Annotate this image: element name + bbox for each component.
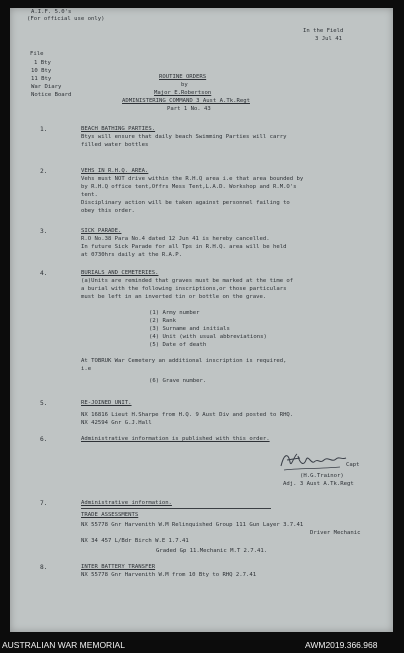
burial-extra-1: At TOBRUK War Cemetery an additional inscription is required, (81, 358, 287, 364)
item-3-number: 3. (40, 228, 48, 235)
item-4-number: 4. (40, 270, 48, 277)
title-part: Part 1 No. 43 (167, 106, 211, 112)
admin-line-4: Graded Gp 11.Mechanic M.T 2.7.41. (156, 548, 268, 554)
item-1-number: 1. (40, 126, 48, 133)
dist-3: 10 Bty (31, 68, 52, 74)
burial-list-5: (5) Date of death (149, 342, 207, 348)
burial-list-3: (3) Surname and initials (149, 326, 230, 332)
admin-subheading: TRADE ASSESSMENTS (81, 512, 139, 518)
admin-line-3: NX 34 457 L/Bdr Birch W.E 1.7.41 (81, 538, 189, 544)
item-3-line-1: R.O No.38 Para No.4 dated 12 Jun 41 is hereby cancelled. (81, 236, 270, 242)
item-4-heading: BURIALS AND CEMETERIES. (81, 270, 159, 276)
item-7-number: 7. (40, 500, 48, 507)
item-4-line-2: a burial with the following inscriptions,or those particulars (81, 286, 287, 292)
item-1-heading: BEACH BATHING PARTIES. (81, 126, 156, 132)
burial-extra-2: i.e (81, 366, 92, 372)
dist-2: 1 Bty (34, 60, 51, 66)
item-2-line-2: by R.H.Q office tent,Offrs Mess Tent,L.A.D. Workshop and R.M.O's (81, 184, 297, 190)
burial-extra-3: (6) Grave number. (149, 378, 207, 384)
admin-line-1: NX 55778 Gnr Harvenith W.M Relinquished Group 111 Gun Layer 3.7.41 (81, 522, 304, 528)
signature-appointment: Adj. 3 Aust A.Tk.Regt (283, 481, 354, 487)
footer-bar (0, 636, 404, 653)
item-5-heading: RE-JOINED UNIT. (81, 400, 132, 406)
item-2-heading: VEHS IN R.H.Q. AREA. (81, 168, 149, 174)
header-right-2: 3 Jul 41 (315, 36, 342, 42)
signature-scrawl (278, 446, 350, 474)
document-page (10, 8, 393, 632)
item-4-line-3: must be left in an inverted tin or bottle on the grave. (81, 294, 267, 300)
item-7-rule (81, 508, 271, 509)
footer-accession: AWM2019.366.968 (305, 640, 378, 650)
header-left-1: A.I.F. 5.0's (31, 9, 72, 15)
item-2-number: 2. (40, 168, 48, 175)
signature-name: (H.G.Trainor) (300, 473, 344, 479)
dist-4: 11 Bty (31, 76, 52, 82)
title-routine-orders: ROUTINE ORDERS (159, 74, 207, 80)
item-3-line-2: In future Sick Parade for all Tps in R.H.Q. area will be held (81, 244, 287, 250)
item-2-line-3: tent. (81, 192, 98, 198)
title-officer: Major E.Robertson (154, 90, 212, 96)
item-6-line-1: Administrative information is published with this order. (81, 436, 270, 442)
title-by: by (181, 82, 188, 88)
item-2-line-4: Disciplinary action will be taken against personnel failing to (81, 200, 290, 206)
dist-1: File (30, 51, 44, 57)
burial-list-4: (4) Unit (with usual abbreviations) (149, 334, 267, 340)
item-3-line-3: at 0730hrs daily at the R.A.P. (81, 252, 183, 258)
item-5-number: 5. (40, 400, 48, 407)
item-8-number: 8. (40, 564, 48, 571)
item-8-line-1: NX 55778 Gnr Harvenith W.M from 10 Bty to RHQ 2.7.41 (81, 572, 257, 578)
dist-5: War Diary (31, 84, 62, 90)
footer-credit: AUSTRALIAN WAR MEMORIAL (2, 640, 125, 650)
item-1-line-1: Btys will ensure that daily beach Swimming Parties will carry (81, 134, 287, 140)
item-8-heading: INTER BATTERY TRANSFER (81, 564, 156, 570)
dist-6: Notice Board (31, 92, 72, 98)
item-4-line-1: (a)Units are reminded that graves must be marked at the time of (81, 278, 294, 284)
item-5-line-2: NX 42594 Gnr G.J.Hall (81, 420, 152, 426)
item-2-line-5: obey this order. (81, 208, 135, 214)
header-right-1: In the Field (303, 28, 344, 34)
item-2-line-1: Vehs must NOT drive within the R.H.Q area i.e that area bounded by (81, 176, 304, 182)
burial-list-2: (2) Rank (149, 318, 176, 324)
item-6-number: 6. (40, 436, 48, 443)
title-command: ADMINISTERING COMMAND 3 Aust A.Tk.Regt (122, 98, 250, 104)
item-7-heading: Administrative information. (81, 500, 172, 506)
item-3-heading: SICK PARADE. (81, 228, 122, 234)
item-1-line-2: filled water bottles (81, 142, 149, 148)
header-left-2: (For official use only) (27, 16, 105, 22)
burial-list-1: (1) Army number (149, 310, 200, 316)
admin-line-2: Driver Mechanic (310, 530, 361, 536)
item-5-line-1: NX 16816 Lieut H.Sharpe from H.Q. 9 Aust Div and posted to RHQ. (81, 412, 294, 418)
signature-rank: Capt (346, 462, 360, 468)
